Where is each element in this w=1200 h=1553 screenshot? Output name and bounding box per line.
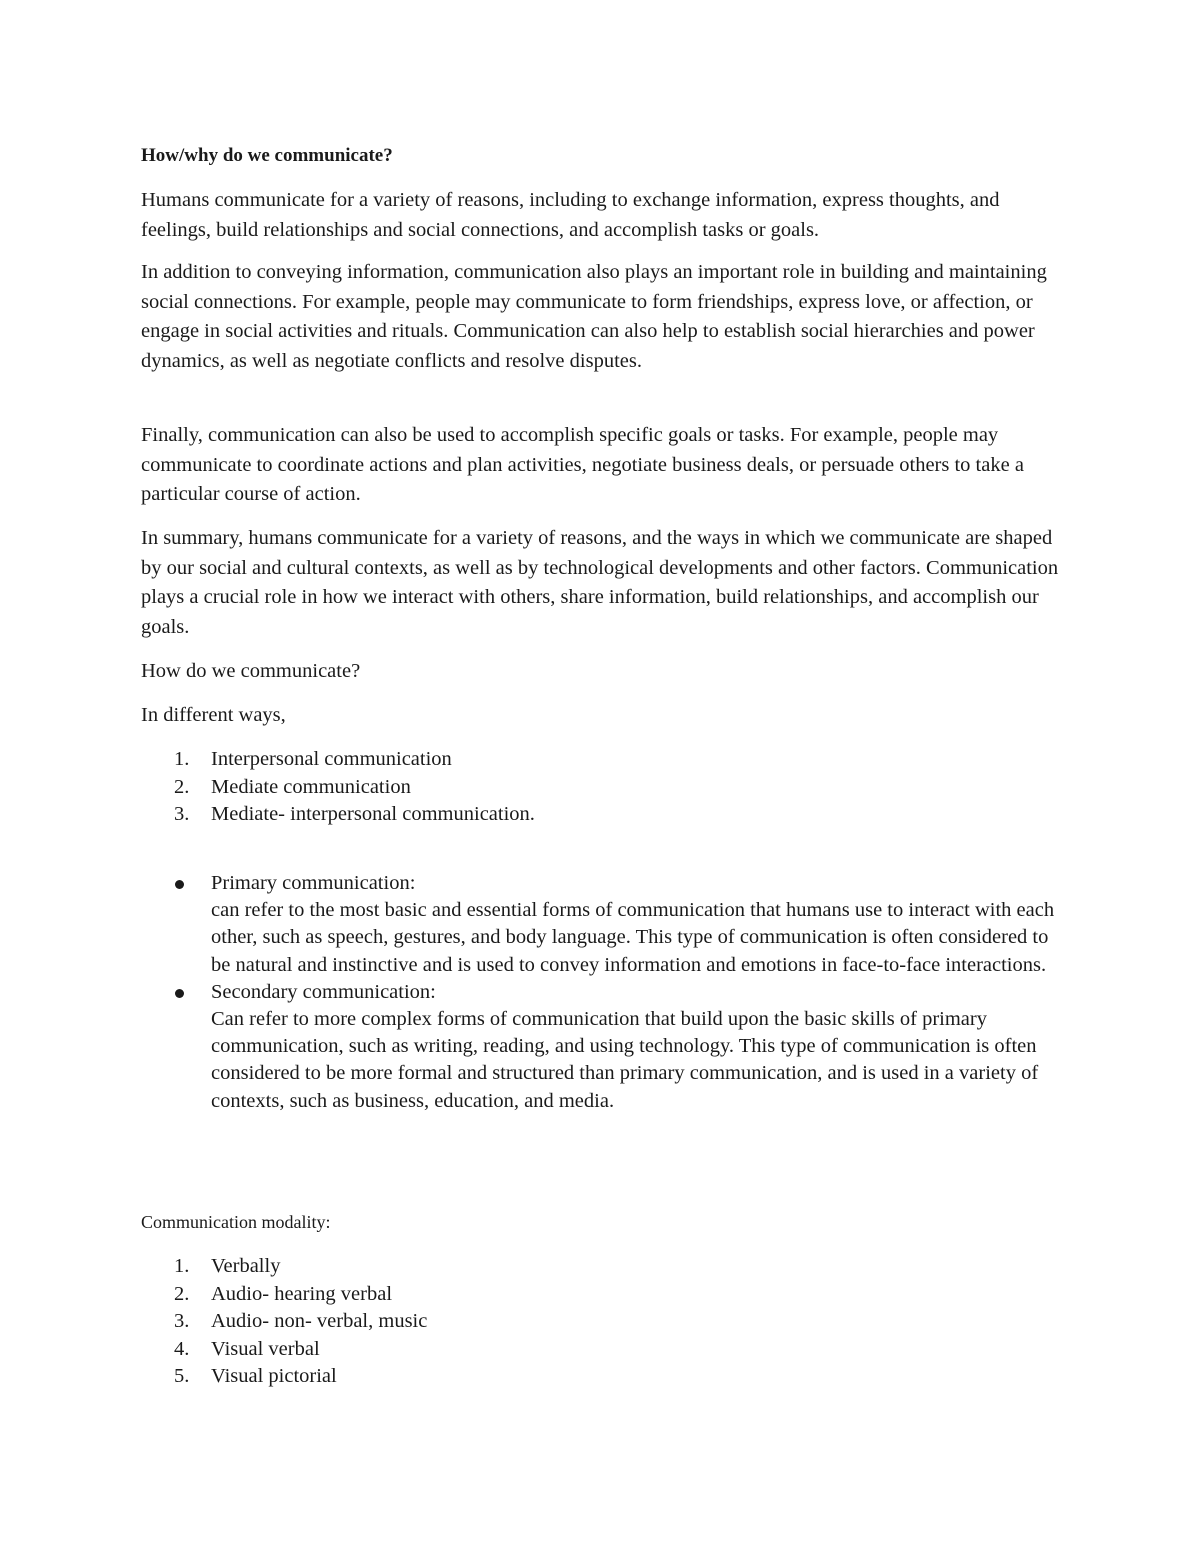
list-number: 3. <box>174 803 190 825</box>
list-item <box>141 1363 427 1391</box>
list-number: 2. <box>174 1282 190 1305</box>
list-number: 4. <box>174 1337 190 1360</box>
list-text: Audio- non- verbal, music <box>211 1310 428 1332</box>
bullet-item-primary <box>141 870 1061 979</box>
modality-title: Communication modality: <box>141 1212 331 1232</box>
modality-list <box>141 1253 427 1391</box>
list-number: 2. <box>174 775 190 798</box>
list-item <box>141 1281 427 1309</box>
list-text: Audio- hearing verbal <box>211 1282 393 1305</box>
list-number: 3. <box>174 1310 190 1332</box>
bullet-item-secondary <box>141 979 1061 1115</box>
list-text: Interpersonal communication <box>211 748 452 770</box>
ways-intro: In different ways, <box>141 704 286 726</box>
list-number: 5. <box>174 1365 190 1387</box>
bullet-body: Can refer to more complex forms of communication that build upon the basic skills of primary communication, such as writing, reading, and using technology. This type of communication is often considered to be more formal and structured than primary communication, and is used in a variety of contexts, such as business, education, and media. <box>211 1008 1039 1112</box>
document-heading: How/why do we communicate? <box>141 145 393 166</box>
list-item <box>141 801 535 829</box>
list-item <box>141 746 535 774</box>
bullet-dot-icon <box>175 989 184 998</box>
paragraph-3: Finally, communication can also be used to accomplish specific goals or tasks. For example, people may communicate to coordinate actions and plan activities, negotiate business deals, or persuade others to take a particular course of action. <box>141 424 1024 505</box>
list-number: 1. <box>174 1255 190 1277</box>
list-text: Mediate- interpersonal communication. <box>211 803 535 825</box>
list-item <box>141 1253 427 1281</box>
bullet-title: Primary communication: <box>211 872 416 894</box>
ways-list <box>141 746 535 829</box>
paragraph-4: In summary, humans communicate for a variety of reasons, and the ways in which we communicate are shaped by our social and cultural contexts, as well as by technological developments and other factors. Communication plays a crucial role in how we interact with others, share information, build relationships, and accomplish our goals. <box>141 527 1059 638</box>
list-text: Mediate communication <box>211 775 411 798</box>
paragraph-2: In addition to conveying information, communication also plays an important role in building and maintaining social connections. For example, people may communicate to form friendships, express love, or affection, or engage in social activities and rituals. Communication can also help to establish social hierarchies and power dynamics, as well as negotiate conflicts and resolve disputes. <box>141 261 1047 372</box>
bullet-dot-icon <box>175 880 184 889</box>
list-item <box>141 1336 427 1364</box>
bullet-title: Secondary communication: <box>211 980 436 1003</box>
bullet-body: can refer to the most basic and essential forms of communication that humans use to interact with each other, such as speech, gestures, and body language. This type of communication is often considered to be natural and instinctive and is used to convey information and emotions in face-to-face interactions. <box>211 899 1055 976</box>
communication-types-list <box>141 870 1061 1115</box>
list-item <box>141 1308 427 1336</box>
list-number: 1. <box>174 748 190 770</box>
question-line: How do we communicate? <box>141 660 361 682</box>
paragraph-1: Humans communicate for a variety of reasons, including to exchange information, express thoughts, and feelings, build relationships and social connections, and accomplish tasks or goals. <box>141 189 1000 241</box>
list-text: Visual pictorial <box>211 1365 337 1387</box>
list-text: Verbally <box>211 1255 281 1277</box>
list-text: Visual verbal <box>211 1337 320 1360</box>
list-item <box>141 774 535 802</box>
